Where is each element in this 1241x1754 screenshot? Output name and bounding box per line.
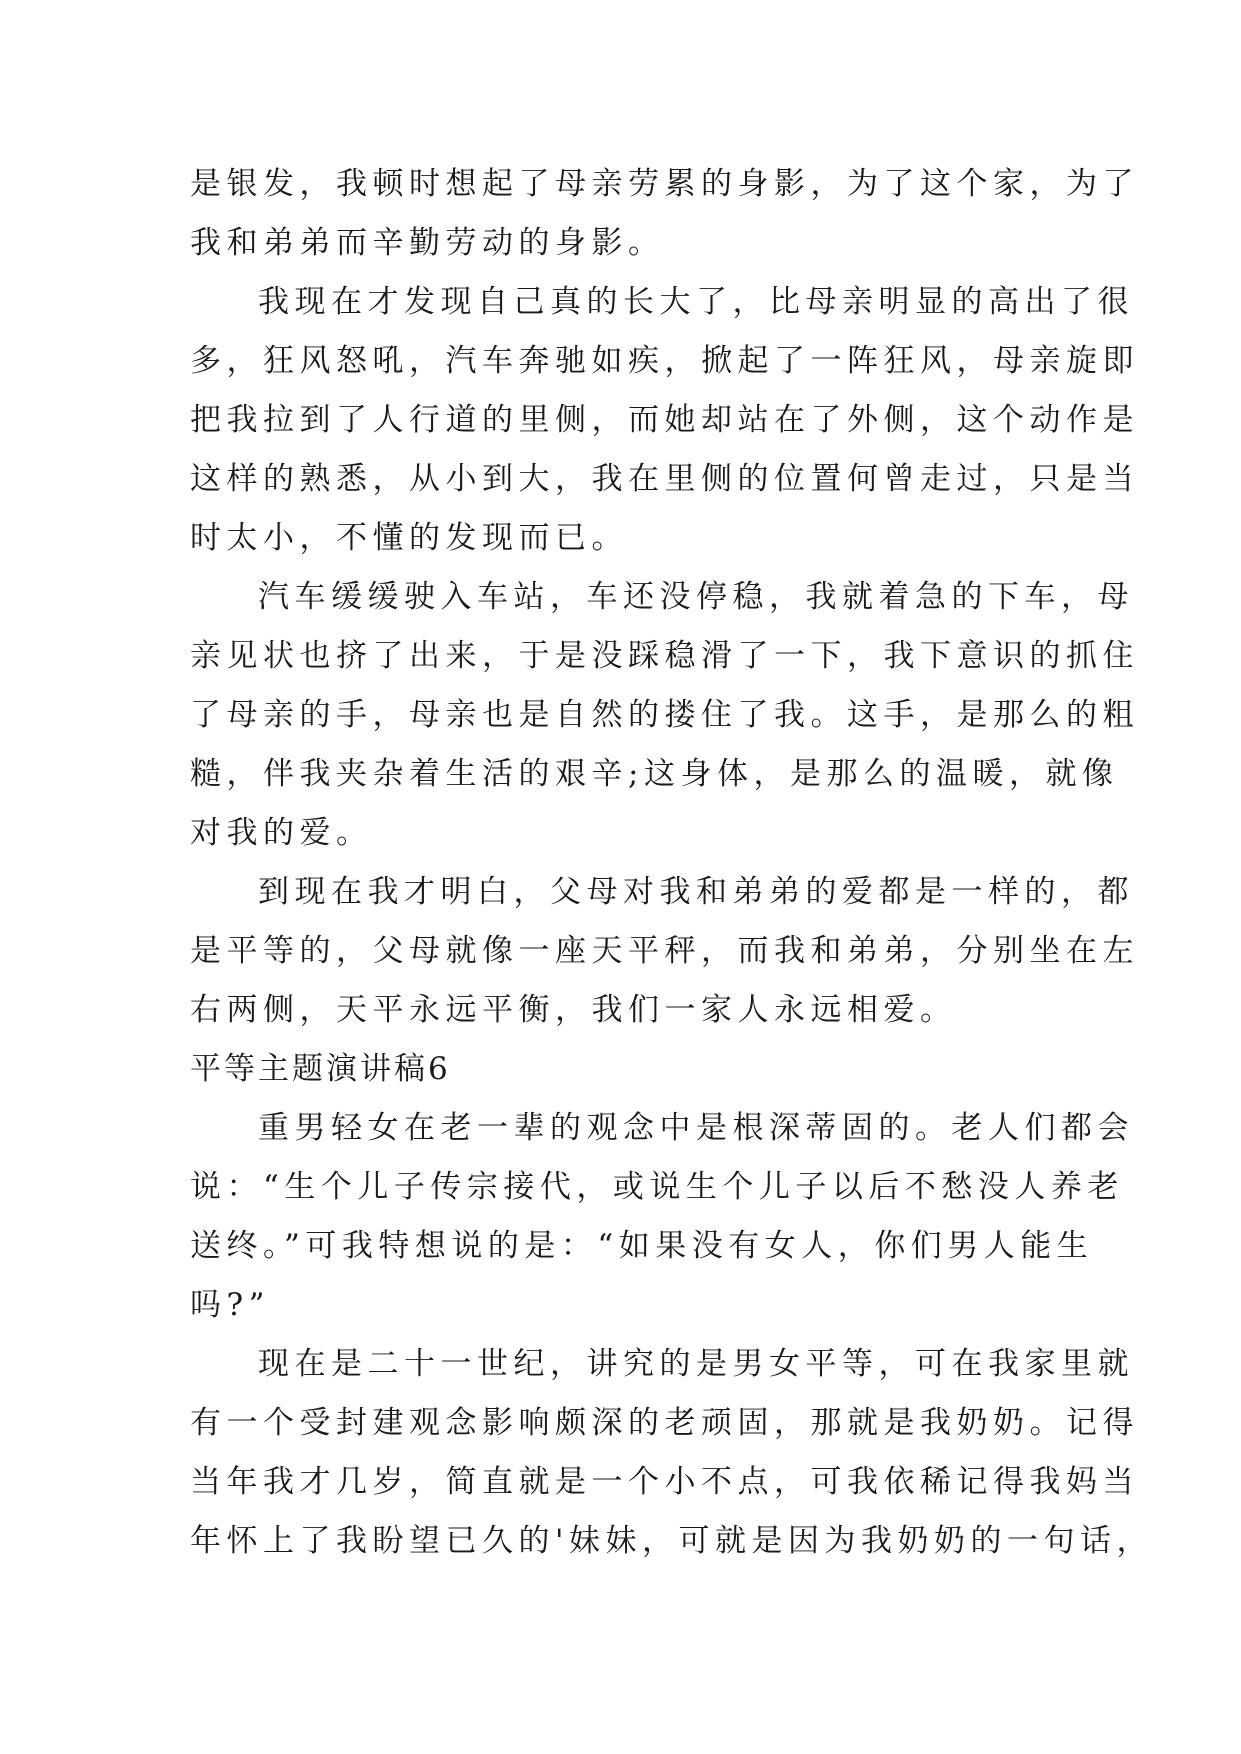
text-line: 我和弟弟而辛勤劳动的身影。 [190,225,665,261]
text-line: 现在是二十一世纪，讲究的是男女平等，可在我家里就 [258,1346,1134,1382]
text-line: 时太小，不懂的发现而已。 [190,520,628,556]
text-line: 送终。”可我特想说的是：“如果没有女人，你们男人能生 [190,1228,1094,1264]
paragraph [190,1099,1134,1335]
text-line: 右两侧，天平永远平衡，我们一家人永远相爱。 [190,992,957,1028]
text-line: 吗?” [190,1287,270,1323]
paragraph [190,863,1139,1040]
paragraph [190,568,1139,863]
text-line: 我现在才发现自己真的长大了，比母亲明显的高出了很 [258,284,1134,320]
text-line: 这样的熟悉，从小到大，我在里侧的位置何曾走过，只是当 [190,461,1139,497]
text-line: 是银发，我顿时想起了母亲劳累的身影，为了这个家，为了 [190,166,1139,202]
text-line: 说：“生个儿子传宗接代，或说生个儿子以后不愁没人养老 [190,1169,1124,1205]
text-line: 糙，伴我夹杂着生活的艰辛;这身体，是那么的温暖，就像 [190,756,1119,792]
text-line: 重男轻女在老一辈的观念中是根深蒂固的。老人们都会 [258,1110,1134,1146]
text-line: 了母亲的手，母亲也是自然的搂住了我。这手，是那么的粗 [190,697,1139,733]
text-line: 把我拉到了人行道的里侧，而她却站在了外侧，这个动作是 [190,402,1139,438]
text-line: 当年我才几岁，简直就是一个小不点，可我依稀记得我妈当 [190,1464,1139,1500]
document-page [190,155,1154,1571]
paragraph [190,155,1139,273]
text-line: 到现在我才明白，父母对我和弟弟的爱都是一样的，都 [258,874,1134,910]
section-heading: 平等主题演讲稿6 [190,1051,451,1087]
paragraph [190,273,1139,568]
text-line: 有一个受封建观念影响颇深的老顽固，那就是我奶奶。记得 [190,1405,1139,1441]
text-line: 年怀上了我盼望已久的'妹妹，可就是因为我奶奶的一句话， [190,1523,1154,1559]
paragraph [190,1335,1154,1571]
text-line: 多，狂风怒吼，汽车奔驰如疾，掀起了一阵狂风，母亲旋即 [190,343,1139,379]
text-line: 汽车缓缓驶入车站，车还没停稳，我就着急的下车，母 [258,579,1134,615]
text-line: 是平等的，父母就像一座天平秤，而我和弟弟，分别坐在左 [190,933,1139,969]
text-line: 亲见状也挤了出来，于是没踩稳滑了一下，我下意识的抓住 [190,638,1139,674]
text-line: 对我的爱。 [190,815,373,851]
